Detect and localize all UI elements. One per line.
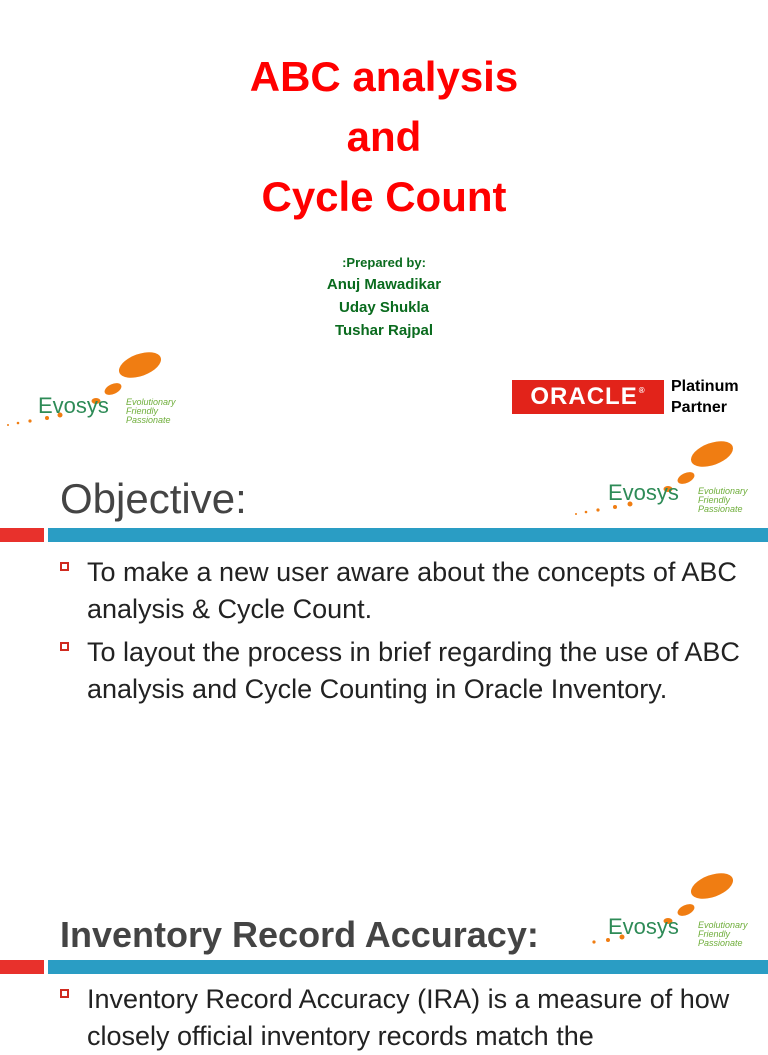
- bullet-text: Inventory Record Accuracy (IRA) is a measure of how closely official inventory records match the: [87, 984, 730, 1051]
- slide-heading: Objective:: [60, 475, 247, 522]
- registered-mark-icon: ®: [638, 386, 646, 395]
- tagline-3: Passionate: [126, 415, 171, 425]
- tagline-1: Evolutionary: [126, 397, 176, 407]
- square-bullet-icon: [60, 642, 69, 651]
- author-1: Anuj Mawadikar: [326, 276, 442, 293]
- objective-slide: [0, 430, 768, 860]
- title-slide: [0, 0, 768, 430]
- oracle-logo-text: ORACLE: [530, 383, 638, 410]
- bullet-item: [60, 634, 740, 708]
- tagline-2: Friendly: [698, 929, 731, 939]
- tagline-2: Friendly: [698, 495, 731, 505]
- slide-heading: Inventory Record Accuracy:: [60, 914, 539, 955]
- bullet-text: To make a new user aware about the concepts of ABC analysis & Cycle Count.: [87, 557, 737, 624]
- tagline-3: Passionate: [698, 938, 743, 948]
- evosys-logo: [570, 864, 768, 954]
- divider-accent-red: [0, 960, 44, 974]
- divider-bar-blue: [48, 960, 768, 974]
- square-bullet-icon: [60, 989, 69, 998]
- tagline-3: Passionate: [698, 504, 743, 514]
- oracle-logo: [512, 380, 664, 414]
- divider-bar-blue: [48, 528, 768, 542]
- bullet-item: [60, 981, 740, 1055]
- title-line-3: Cycle Count: [261, 173, 507, 220]
- divider-accent-red: [0, 528, 44, 542]
- bullet-item: [60, 554, 740, 628]
- evosys-logo: [0, 345, 200, 430]
- author-3: Tushar Rajpal: [334, 322, 434, 339]
- author-2: Uday Shukla: [338, 299, 430, 316]
- platinum-label: Platinum: [671, 378, 739, 395]
- title-line-1: ABC analysis: [249, 53, 519, 100]
- tagline-1: Evolutionary: [698, 486, 748, 496]
- square-bullet-icon: [60, 562, 69, 571]
- title-line-2: and: [346, 113, 422, 160]
- tagline-1: Evolutionary: [698, 920, 748, 930]
- evosys-wordmark: Evosys: [608, 480, 679, 505]
- partner-label: Partner: [671, 399, 728, 416]
- evosys-wordmark: Evosys: [608, 914, 679, 939]
- inventory-accuracy-slide: [0, 860, 768, 1051]
- evosys-wordmark: Evosys: [38, 393, 109, 418]
- prepared-by-label: :Prepared by:: [342, 255, 426, 270]
- evosys-logo: [570, 432, 768, 522]
- bullet-text: To layout the process in brief regarding the use of ABC analysis and Cycle Counting in Oracle Inventory.: [87, 637, 740, 704]
- tagline-2: Friendly: [126, 406, 159, 416]
